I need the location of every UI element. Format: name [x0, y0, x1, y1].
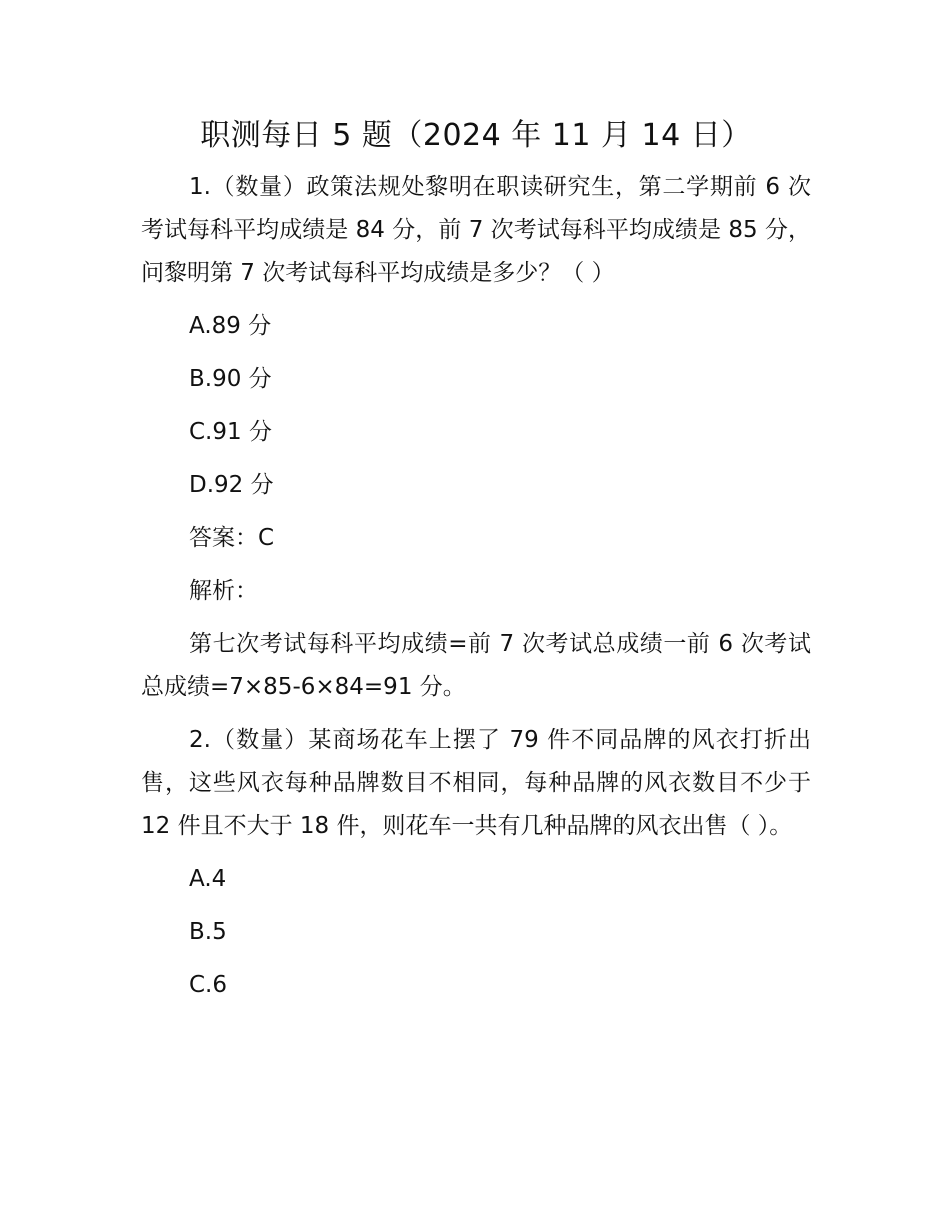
document-page — [141, 112, 811, 1017]
question-2-option-b: B.5 — [189, 919, 227, 945]
question-1-option-d: D.92 分 — [189, 472, 274, 498]
question-2-option-c: C.6 — [189, 972, 228, 998]
question-1-analysis-label: 解析： — [189, 578, 258, 604]
question-1-option-b: B.90 分 — [189, 366, 272, 392]
question-2-option-a: A.4 — [189, 866, 227, 892]
question-1-option-a: A.89 分 — [189, 313, 272, 339]
question-1-stem: 1.（数量）政策法规处黎明在职读研究生，第二学期前 6 次考试每科平均成绩是 84 分，前 7 次考试每科平均成绩是 85 分，问黎明第 7 次考试每科平均成绩是多少？（ ） — [141, 174, 811, 286]
question-2-stem: 2.（数量）某商场花车上摆了 79 件不同品牌的风衣打折出售，这些风衣每种品牌数目不相同，每种品牌的风衣数目不少于 12 件且不大于 18 件，则花车一共有几种品牌的风衣出售（ ）。 — [141, 727, 811, 839]
question-1-answer: 答案：C — [189, 525, 275, 551]
page-title: 职测每日 5 题（2024 年 11 月 14 日） — [200, 118, 752, 153]
question-1-analysis: 第七次考试每科平均成绩=前 7 次考试总成绩一前 6 次考试总成绩=7×85-6×84=91 分。 — [141, 631, 811, 700]
question-1-option-c: C.91 分 — [189, 419, 272, 445]
